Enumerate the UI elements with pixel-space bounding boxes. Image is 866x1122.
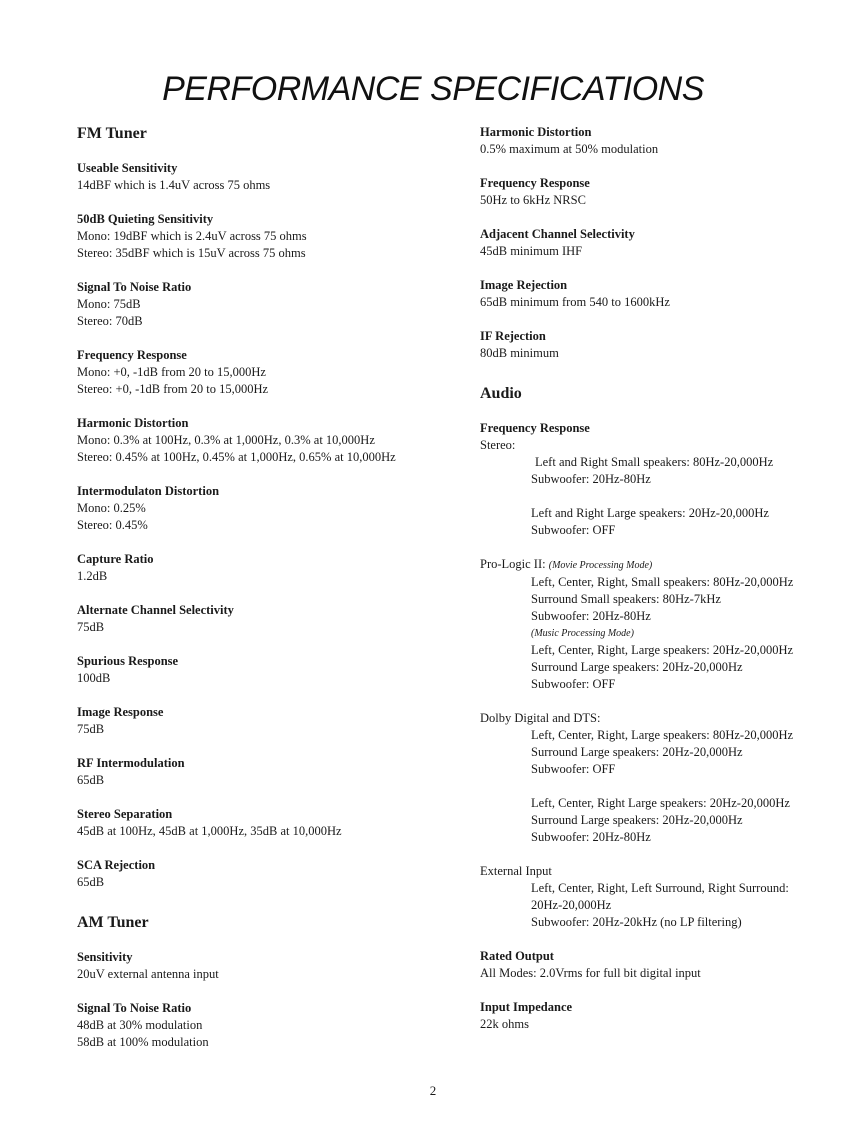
spec-value: Stereo: 0.45% at 100Hz, 0.45% at 1,000Hz, 0.65% at 10,000Hz	[77, 450, 396, 464]
spec-label: Useable Sensitivity	[77, 161, 178, 175]
spec-label: Input Impedance	[480, 1000, 573, 1014]
spec-item	[77, 949, 457, 983]
spec-item	[480, 328, 850, 362]
spec-item	[480, 175, 850, 209]
audio-specs	[480, 948, 850, 1033]
spec-label: Frequency Response	[480, 176, 590, 190]
spec-item	[77, 279, 457, 330]
spec-label: Sensitivity	[77, 950, 133, 964]
spec-line: Subwoofer: 20Hz-80Hz	[531, 472, 651, 486]
spec-value: 45dB at 100Hz, 45dB at 1,000Hz, 35dB at 10,000Hz	[77, 824, 342, 838]
spec-item	[77, 704, 457, 738]
spec-item	[480, 948, 850, 982]
spec-line: Subwoofer: 20Hz-80Hz	[531, 830, 651, 844]
dolby-group-b	[480, 795, 850, 846]
stereo-large-group	[480, 505, 850, 539]
spec-line: Surround Large speakers: 20Hz-20,000Hz	[531, 813, 743, 827]
spec-value: Mono: 0.25%	[77, 501, 146, 515]
stereo-label: Stereo:	[480, 438, 516, 452]
spec-value: 75dB	[77, 620, 105, 634]
spec-value: 14dBF which is 1.4uV across 75 ohms	[77, 178, 271, 192]
spec-label: Frequency Response	[77, 348, 187, 362]
spec-item	[77, 211, 457, 262]
page-title: PERFORMANCE SPECIFICATIONS	[162, 70, 704, 108]
spec-label: Rated Output	[480, 949, 554, 963]
spec-label: Intermodulaton Distortion	[77, 484, 220, 498]
spec-line: 20Hz-20,000Hz	[531, 898, 612, 912]
spec-line: Subwoofer: OFF	[531, 523, 616, 537]
spec-value: 45dB minimum IHF	[480, 244, 583, 258]
spec-line: Left, Center, Right, Small speakers: 80Hz-20,000Hz	[531, 575, 794, 589]
page-number: 2	[429, 1083, 437, 1098]
am-tuner-specs	[77, 949, 457, 1051]
spec-value: 58dB at 100% modulation	[77, 1035, 209, 1049]
spec-value: Mono: 19dBF which is 2.4uV across 75 ohms	[77, 229, 307, 243]
spec-line: Left, Center, Right, Left Surround, Right Surround:	[531, 881, 789, 895]
spec-item	[77, 483, 457, 534]
spec-item	[77, 160, 457, 194]
spec-item	[77, 1000, 457, 1051]
spec-value: 20uV external antenna input	[77, 967, 219, 981]
spec-label: Signal To Noise Ratio	[77, 280, 192, 294]
spec-label: Stereo Separation	[77, 807, 173, 821]
spec-label: Harmonic Distortion	[77, 416, 189, 430]
spec-line: Left, Center, Right, Large speakers: 20Hz-20,000Hz	[531, 643, 794, 657]
spec-value: 80dB minimum	[480, 346, 559, 360]
audio-heading: Audio	[480, 385, 522, 402]
spec-value: 48dB at 30% modulation	[77, 1018, 203, 1032]
dolby-label: Dolby Digital and DTS:	[480, 711, 601, 725]
spec-label: SCA Rejection	[77, 858, 156, 872]
spec-value: 65dB	[77, 875, 105, 889]
spec-item	[480, 999, 850, 1033]
spec-item	[77, 653, 457, 687]
external-input-group	[480, 880, 850, 931]
external-input-label: External Input	[480, 864, 552, 878]
spec-item	[77, 857, 457, 891]
spec-label: Adjacent Channel Selectivity	[480, 227, 635, 241]
spec-line: Subwoofer: 20Hz-20kHz (no LP filtering)	[531, 915, 742, 929]
spec-line: Surround Large speakers: 20Hz-20,000Hz	[531, 745, 743, 759]
spec-value: Stereo: 70dB	[77, 314, 143, 328]
spec-item	[77, 602, 457, 636]
spec-value: 22k ohms	[480, 1017, 529, 1031]
dolby-group-a	[480, 727, 850, 778]
spec-line: Left and Right Large speakers: 20Hz-20,000Hz	[531, 506, 769, 520]
spec-line: Left and Right Small speakers: 80Hz-20,000Hz	[535, 455, 774, 469]
spec-label: Harmonic Distortion	[480, 125, 592, 139]
spec-value: Mono: 75dB	[77, 297, 141, 311]
spec-item	[480, 124, 850, 158]
spec-label: IF Rejection	[480, 329, 546, 343]
spec-value: 75dB	[77, 722, 105, 736]
spec-line: Subwoofer: 20Hz-80Hz	[531, 609, 651, 623]
spec-line: Left, Center, Right, Large speakers: 80Hz-20,000Hz	[531, 728, 794, 742]
spec-item	[77, 347, 457, 398]
spec-value: 0.5% maximum at 50% modulation	[480, 142, 659, 156]
spec-value: Stereo: +0, -1dB from 20 to 15,000Hz	[77, 382, 269, 396]
spec-label: Frequency Response	[480, 421, 590, 435]
spec-item	[77, 415, 457, 466]
spec-label: Image Rejection	[480, 278, 568, 292]
spec-label: 50dB Quieting Sensitivity	[77, 212, 214, 226]
spec-label: Alternate Channel Selectivity	[77, 603, 234, 617]
spec-value: Stereo: 0.45%	[77, 518, 148, 532]
spec-item	[480, 277, 850, 311]
spec-value: 65dB minimum from 540 to 1600kHz	[480, 295, 670, 309]
left-column	[77, 124, 457, 1068]
spec-item	[480, 226, 850, 260]
fm-tuner-heading: FM Tuner	[77, 125, 147, 142]
am-tuner-specs-continued	[480, 124, 850, 362]
spec-value: 65dB	[77, 773, 105, 787]
spec-value: Mono: 0.3% at 100Hz, 0.3% at 1,000Hz, 0.3% at 10,000Hz	[77, 433, 375, 447]
stereo-small-group	[480, 454, 850, 471]
spec-label: Signal To Noise Ratio	[77, 1001, 192, 1015]
audio-frequency-response	[480, 420, 850, 931]
spec-line: Surround Small speakers: 80Hz-7kHz	[531, 592, 721, 606]
spec-value: 1.2dB	[77, 569, 108, 583]
spec-line: Subwoofer: OFF	[531, 762, 616, 776]
movie-mode-group	[480, 574, 850, 693]
spec-label: Spurious Response	[77, 654, 179, 668]
music-mode-label: (Music Processing Mode)	[531, 628, 634, 639]
am-tuner-heading: AM Tuner	[77, 914, 149, 931]
prologic-line	[480, 556, 850, 574]
spec-item	[77, 551, 457, 585]
stereo-small-sub	[480, 471, 850, 488]
right-column	[480, 124, 850, 1050]
spec-label: RF Intermodulation	[77, 756, 185, 770]
spec-label: Image Response	[77, 705, 164, 719]
spec-value: All Modes: 2.0Vrms for full bit digital input	[480, 966, 701, 980]
spec-line: Surround Large speakers: 20Hz-20,000Hz	[531, 660, 743, 674]
spec-value: Stereo: 35dBF which is 15uV across 75 ohms	[77, 246, 306, 260]
spec-value: Mono: +0, -1dB from 20 to 15,000Hz	[77, 365, 266, 379]
spec-label: Capture Ratio	[77, 552, 154, 566]
spec-line: Subwoofer: OFF	[531, 677, 616, 691]
movie-mode-label: (Movie Processing Mode)	[548, 560, 653, 571]
spec-item	[77, 755, 457, 789]
prologic-label: Pro-Logic II:	[480, 557, 546, 571]
spec-value: 50Hz to 6kHz NRSC	[480, 193, 586, 207]
spec-item	[77, 806, 457, 840]
fm-tuner-specs	[77, 160, 457, 891]
spec-line: Left, Center, Right Large speakers: 20Hz-20,000Hz	[531, 796, 790, 810]
spec-value: 100dB	[77, 671, 111, 685]
